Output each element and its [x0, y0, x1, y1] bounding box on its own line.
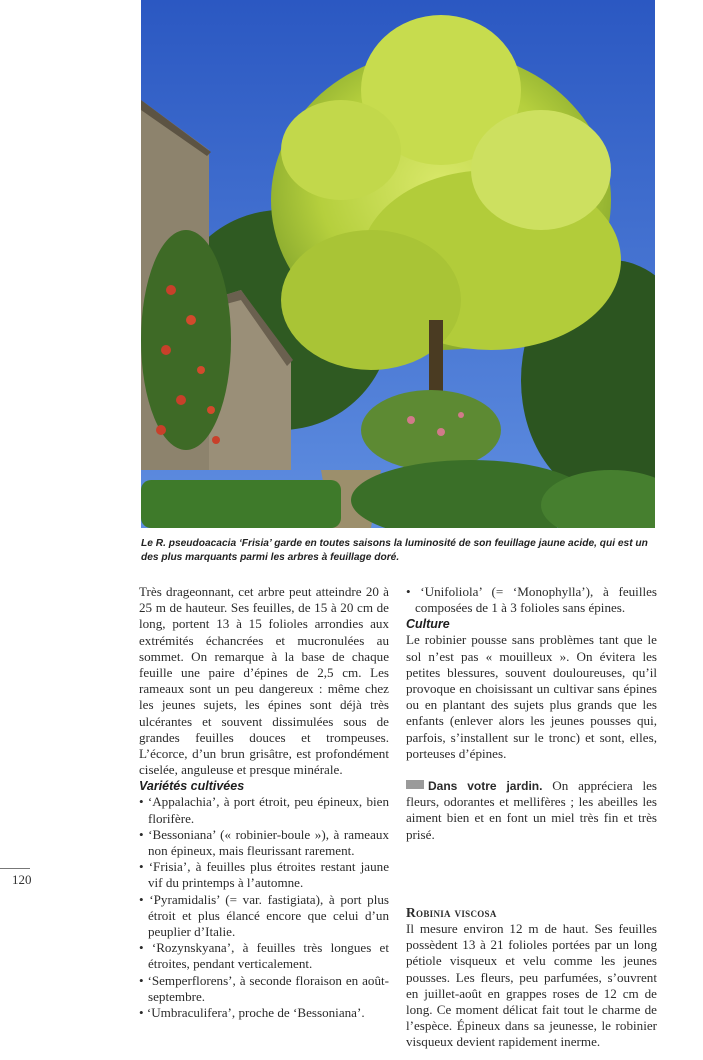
garden-heading: Dans votre jardin.: [428, 779, 543, 794]
spacer: [406, 843, 657, 893]
garden-paragraph: [406, 778, 657, 843]
section-heading-cultivars: Variétés cultivées: [139, 779, 245, 794]
page-number: 120: [12, 872, 32, 887]
cultivar-list: [139, 794, 389, 1021]
list-item: • ‘Semperflorens’, à seconde floraison en août-septembre.: [139, 973, 389, 1005]
left-column: [139, 584, 389, 1021]
page-number-rule: [0, 868, 30, 869]
section-heading-culture: Culture: [406, 617, 450, 632]
flowering-shrub: [361, 390, 501, 470]
clipped-hedge: [141, 480, 341, 528]
list-item: • ‘Frisia’, à feuilles plus étroites restant jaune vif du printemps à l’automne.: [139, 859, 389, 891]
garden-photo: [141, 0, 655, 528]
intro-paragraph: Très drageonnant, cet arbre peut atteindre 20 à 25 m de hauteur. Ses feuilles, de 15 à 20 cm de long, portent 13 à 15 folioles arrondies aux extrémités échancrées et mucronulées au sommet. On remarque à la base de chaque feuille une paire d’épines de 2,5 cm. Les rameaux sont un peu dangereux : même chez les jeunes sujets, les épines sont déjà très ulcérantes et souvent dissimulées sous de grandes feuilles douces et trompeuses. L’écorce, d’un brun grisâtre, est profondément ciselée, anguleuse et presque minérale.: [139, 584, 389, 778]
list-item: • ‘Rozynskyana’, à feuilles très longues et étroites, pendant verticalement.: [139, 940, 389, 972]
list-item: • ‘Appalachia’, à port étroit, peu épineux, bien florifère.: [139, 794, 389, 826]
climbing-roses: [141, 230, 231, 450]
cultivar-list-continued: [406, 584, 657, 616]
list-item: • ‘Bessoniana’ (« robinier-boule »), à rameaux non épineux, mais fleurissant rarement.: [139, 827, 389, 859]
right-column: [406, 584, 657, 1051]
species-heading: Robinia viscosa: [406, 904, 497, 920]
culture-paragraph: Le robinier pousse sans problèmes tant que le sol n’est pas « mouilleux ». On évitera les petites blessures, souvent douloureuses, qu’il provoque en choisissant un cultivar sans épines ou en plantant des sujets plus grands que les enfants (enlever alors les jeunes pousses qui, parfois, s’installent sur le tronc) et sont, elles, porteuses d’épines.: [406, 632, 657, 761]
photo-caption: Le R. pseudoacacia ‘Frisia’ garde en toutes saisons la luminosité de son feuillage jaune acide, qui est un des plus marquants parmi les arbres à feuillage doré.: [141, 538, 648, 563]
garden-text: On appréciera les fleurs, odorantes et mellifères ; les abeilles les aiment bien et en font un miel très fin et très prisé.: [406, 778, 657, 842]
list-item: • ‘Unifoliola’ (= ‘Monophylla’), à feuilles composées de 1 à 3 folioles sans épines.: [406, 584, 657, 616]
spacer: [406, 762, 657, 778]
list-item: • ‘Umbraculifera’, proche de ‘Bessoniana’.: [139, 1005, 389, 1021]
section-marker: [406, 780, 424, 789]
species-paragraph: Il mesure environ 12 m de haut. Ses feuilles possèdent 13 à 21 folioles portées par un long pétiole visqueux et velu comme les jeunes pousses. Les fleurs, peu parfumées, s’ouvrent en juillet-août en grappes roses de 12 cm de long. Ce moment délicat fait tout le charme de l’espèce. Épineux dans sa jeunesse, le robinier visqueux devient rapidement inerme.: [406, 921, 657, 1050]
list-item: • ‘Pyramidalis’ (= var. fastigiata), à port plus étroit et plus élancé encore que celui d’un peuplier d’Italie.: [139, 892, 389, 941]
robinia-frisia-illustration: [141, 0, 655, 528]
